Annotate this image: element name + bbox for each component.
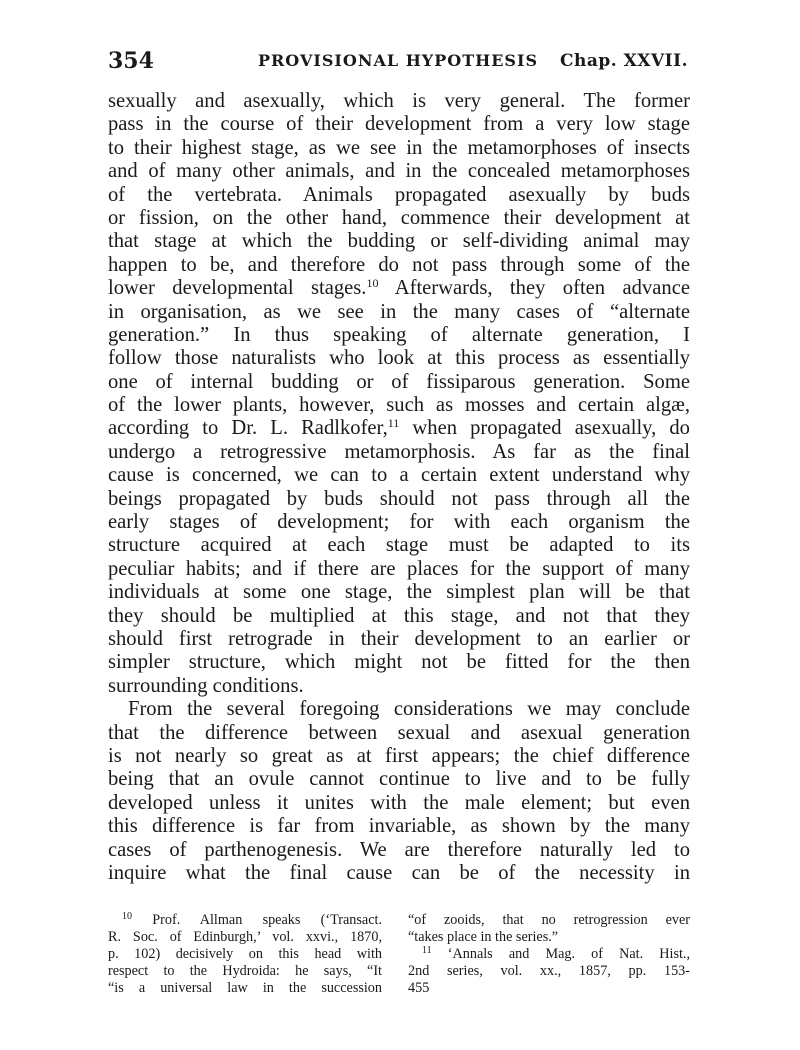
footnote-text: Prof. Allman speaks (‘Transact. <box>152 912 382 928</box>
body-line: inquire what the final cause can be of the necessity in <box>108 861 690 884</box>
body-line-paragraph-end: surrounding conditions. <box>108 674 304 697</box>
body-line-part: according to Dr. L. Radlkofer, <box>108 417 388 440</box>
footnotes-left-column <box>108 912 382 997</box>
footnote-mark-11: 11 <box>422 946 432 956</box>
body-line: should first retrograde in their development to an earlier or <box>108 627 690 650</box>
body-line: is not nearly so great as at first appears; the chief difference <box>108 744 690 767</box>
body-line-paragraph-start: From the several foregoing considerations we may conclude <box>128 698 690 721</box>
body-line: individuals at some one stage, the simplest plan will be that <box>108 581 690 604</box>
body-line-part: lower developmental stages. <box>108 277 367 300</box>
body-line-part: when propagated asexually, do <box>399 417 690 440</box>
footnote-line: 455 <box>408 980 430 996</box>
body-line: pass in the course of their development from a very low stage <box>108 113 690 136</box>
body-line: early stages of development; for with each organism the <box>108 511 690 534</box>
body-line: structure acquired at each stage must be adapted to its <box>108 534 690 557</box>
page-number: 354 <box>108 48 154 74</box>
footnote-text: ‘Annals and Mag. of Nat. Hist., <box>447 946 690 962</box>
body-line: and of many other animals, and in the concealed metamorphoses <box>108 160 690 183</box>
footnote-ref-10[interactable]: 10 <box>366 277 379 291</box>
footnotes-right-column <box>408 912 690 997</box>
body-line: beings propagated by buds should not pass through all the <box>108 487 690 510</box>
body-line: peculiar habits; and if there are places for the support of many <box>108 557 690 580</box>
body-line: developed unless it unites with the male element; but even <box>108 791 690 814</box>
body-line: that the difference between sexual and asexual generation <box>108 721 690 744</box>
body-line: happen to be, and therefore do not pass through some of the <box>108 253 690 276</box>
chapter-label: Chap. XXVII. <box>559 51 688 71</box>
body-line: this difference is far from invariable, as shown by the many <box>108 815 690 838</box>
footnote-line: “takes place in the series.” <box>408 929 559 945</box>
footnotes <box>108 912 690 997</box>
body-line: generation.” In thus speaking of alternate generation, I <box>108 323 690 346</box>
body-line: sexually and asexually, which is very general. The former <box>108 90 690 112</box>
body-line-with-ref <box>108 417 690 440</box>
footnote-line: R. Soc. of Edinburgh,’ vol. xxvi., 1870, <box>108 929 382 945</box>
body-line: or fission, on the other hand, commence their development at <box>108 206 690 229</box>
running-header <box>108 48 688 74</box>
body-line: in organisation, as we see in the many cases of “alternate <box>108 300 690 323</box>
body-line: of the vertebrata. Animals propagated asexually by buds <box>108 183 690 206</box>
footnote-line <box>108 912 382 929</box>
body-line: simpler structure, which might not be fitted for the then <box>108 651 690 674</box>
running-title: PROVISIONAL HYPOTHESIS <box>257 51 539 70</box>
footnote-mark-10: 10 <box>122 912 132 922</box>
body-line: cause is concerned, we can to a certain extent understand why <box>108 464 690 487</box>
body-line: follow those naturalists who look at this process as essentially <box>108 347 690 370</box>
body-line: that stage at which the budding or self-dividing animal may <box>108 230 690 253</box>
footnote-ref-11[interactable]: 11 <box>387 417 400 431</box>
body-line: undergo a retrogressive metamorphosis. As far as the final <box>108 440 690 463</box>
footnote-line: “of zooids, that no retrogression ever <box>408 912 690 928</box>
footnote-line: 2nd series, vol. xx., 1857, pp. 153- <box>408 963 690 979</box>
footnote-line: p. 102) decisively on this head with <box>108 946 382 962</box>
body-line: they should be multiplied at this stage, and not that they <box>108 604 690 627</box>
footnote-line <box>408 946 690 963</box>
body-line-part: Afterwards, they often advance <box>378 277 690 300</box>
body-line: to their highest stage, as we see in the metamorphoses of insects <box>108 136 690 159</box>
body-text <box>108 90 690 885</box>
body-line: of the lower plants, however, such as mosses and certain algæ, <box>108 394 690 417</box>
body-line-with-ref <box>108 277 690 300</box>
body-line: being that an ovule cannot continue to live and to be fully <box>108 768 690 791</box>
body-line: one of internal budding or of fissiparous generation. Some <box>108 370 690 393</box>
body-line: cases of parthenogenesis. We are therefore naturally led to <box>108 838 690 861</box>
footnote-line: respect to the Hydroida: he says, “It <box>108 963 382 979</box>
footnote-line: “is a universal law in the succession <box>108 980 382 996</box>
